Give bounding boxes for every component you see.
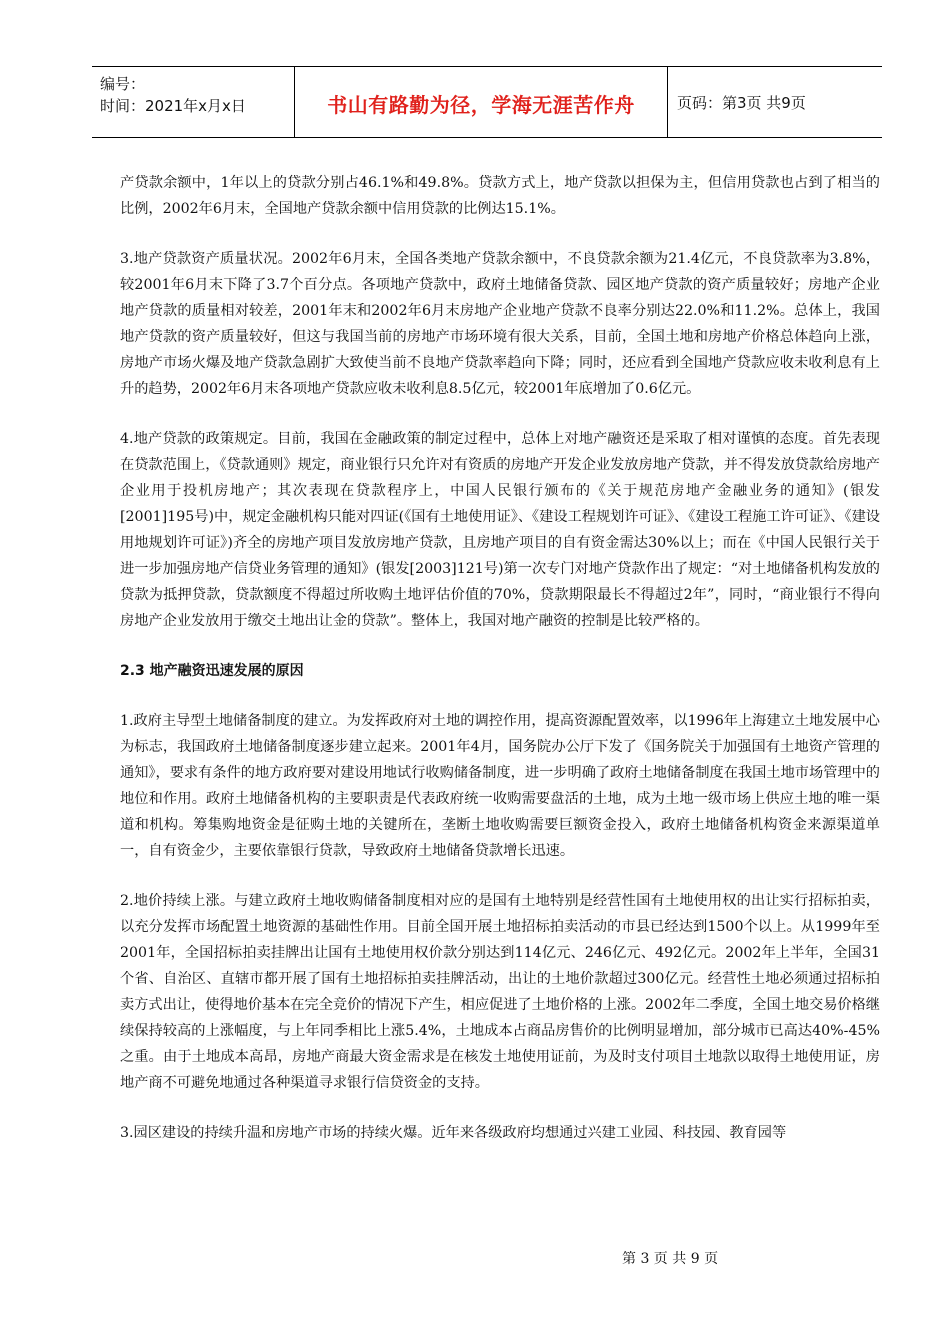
- paragraph: 3.地产贷款资产质量状况。2002年6月末，全国各类地产贷款余额中，不良贷款余额为21.4亿元，不良贷款率为3.8%，较2001年6月末下降了3.7个百分点。各项地产贷款中，政府土地储备贷款、园区地产贷款的资产质量较好；房地产企业地产贷款的质量相对较差，2001年末和2002年6月末房地产企业地产贷款不良率分别达22.0%和11.2%。总体上，我国地产贷款的资产质量较好，但这与我国当前的房地产市场环境有很大关系，目前，全国土地和房地产价格总体趋向上涨，房地产市场火爆及地产贷款急剧扩大致使当前不良地产贷款率趋向下降；同时，还应看到全国地产贷款应收未收利息有上升的趋势，2002年6月末各项地产贷款应收未收利息8.5亿元，较2001年底增加了0.6亿元。: [120, 251, 880, 397]
- paragraph: 4.地产贷款的政策规定。目前，我国在金融政策的制定过程中，总体上对地产融资还是采取了相对谨慎的态度。首先表现在贷款范围上，《贷款通则》规定，商业银行只允许对有资质的房地产开发企业发放房地产贷款，并不得发放贷款给房地产企业用于投机房地产；其次表现在贷款程序上，中国人民银行颁布的《关于规范房地产金融业务的通知》(银发[2001]195号)中，规定金融机构只能对四证(《国有土地使用证》、《建设工程规划许可证》、《建设工程施工许可证》、《建设用地规划许可证》)齐全的房地产项目发放房地产贷款，且房地产项目的自有资金需达30%以上；而在《中国人民银行关于进一步加强房地产信贷业务管理的通知》(银发[2003]121号)第一次专门对地产贷款作出了规定：“对土地储备机构发放的贷款为抵押贷款，贷款额度不得超过所收购土地评估价值的70%，贷款期限最长不得超过2年”，同时，“商业银行不得向房地产企业发放用于缴交土地出让金的贷款”。整体上，我国对地产融资的控制是比较严格的。: [120, 431, 880, 629]
- section-heading: 2.3 地产融资迅速发展的原因: [120, 663, 304, 679]
- page-header: [92, 66, 882, 138]
- paragraph: 1.政府主导型土地储备制度的建立。为发挥政府对土地的调控作用，提高资源配置效率，以1996年上海建立土地发展中心为标志，我国政府土地储备制度逐步建立起来。2001年4月，国务院办公厅下发了《国务院关于加强国有土地资产管理的通知》，要求有条件的地方政府要对建设用地试行收购储备制度，进一步明确了政府土地储备制度在我国土地市场管理中的地位和作用。政府土地储备机构的主要职责是代表政府统一收购需要盘活的土地，成为土地一级市场上供应土地的唯一渠道和机构。筹集购地资金是征购土地的关键所在，垄断土地收购需要巨额资金投入，政府土地储备机构资金来源渠道单一，自有资金少，主要依靠银行贷款，导致政府土地储备贷款增长迅速。: [120, 713, 880, 859]
- header-motto: 书山有路勤为径，学海无涯苦作舟: [327, 93, 635, 117]
- document-number-label: 编号：: [100, 75, 146, 93]
- paragraph: 产贷款余额中，1年以上的贷款分别占46.1%和49.8%。贷款方式上，地产贷款以担保为主，但信用贷款也占到了相当的比例，2002年6月末，全国地产贷款余额中信用贷款的比例达15.1%。: [120, 175, 880, 217]
- header-page-number: 页码：第3页 共9页: [677, 94, 806, 112]
- paragraph: 2.地价持续上涨。与建立政府土地收购储备制度相对应的是国有土地特别是经营性国有土地使用权的出让实行招标拍卖，以充分发挥市场配置土地资源的基础性作用。目前全国开展土地招标拍卖活动的市县已经达到1500个以上。从1999年至2001年，全国招标拍卖挂牌出让国有土地使用权价款分别达到114亿元、246亿元、492亿元。2002年上半年，全国31个省、自治区、直辖市都开展了国有土地招标拍卖挂牌活动，出让的土地价款超过300亿元。经营性土地必须通过招标拍卖方式出让，使得地价基本在完全竞价的情况下产生，相应促进了土地价格的上涨。2002年二季度，全国土地交易价格继续保持较高的上涨幅度，与上年同季相比上涨5.4%，土地成本占商品房售价的比例明显增加，部分城市已高达40%-45%之重。由于土地成本高昂，房地产商最大资金需求是在核发土地使用证前，为及时支付项目土地款以取得土地使用证，房地产商不可避免地通过各种渠道寻求银行信贷资金的支持。: [120, 893, 880, 1091]
- document-body: [120, 170, 880, 1170]
- header-meta: [100, 73, 296, 117]
- page-footer: 第 3 页 共 9 页: [622, 1251, 719, 1267]
- header-divider: [667, 67, 668, 137]
- document-time-label: 时间：2021年x月x日: [100, 97, 246, 115]
- paragraph: 3.园区建设的持续升温和房地产市场的持续火爆。近年来各级政府均想通过兴建工业园、科技园、教育园等: [120, 1125, 787, 1141]
